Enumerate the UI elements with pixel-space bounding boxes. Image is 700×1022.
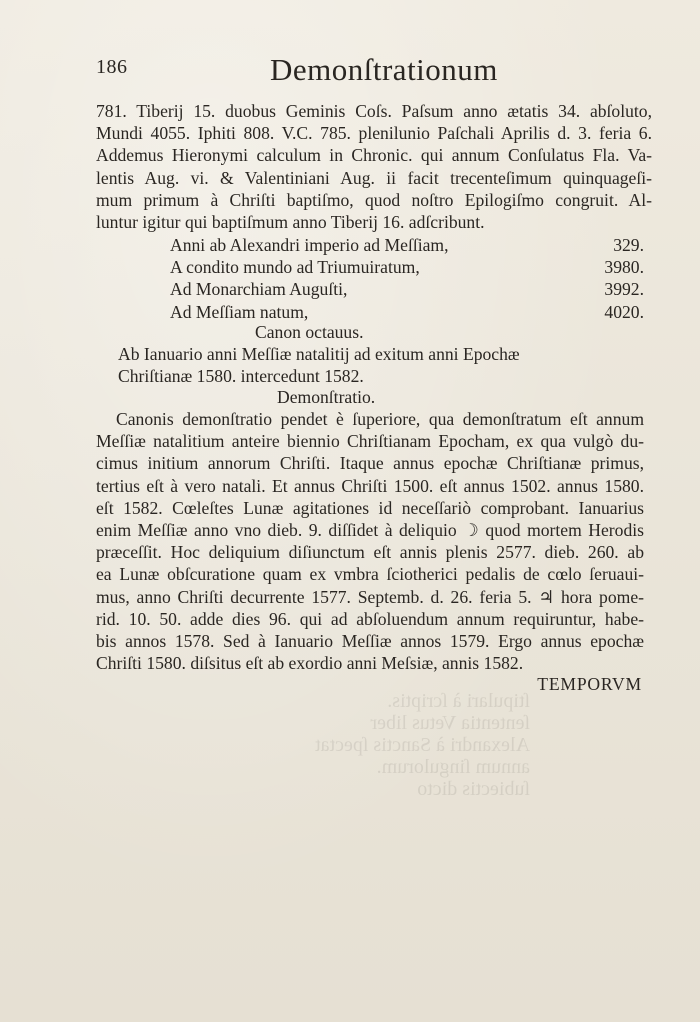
text-line: ea Lunæ obſcuratione quam ex vmbra ſciotherici pedalis de cœlo ſeruaui- <box>96 564 644 585</box>
catchword: TEMPORVM <box>537 674 642 694</box>
years-table <box>170 234 644 323</box>
text-line: bis annos 1578. Sed à Ianuario Meſſiæ annos 1579. Ergo annus epochæ <box>96 631 644 652</box>
table-row <box>170 234 644 256</box>
table-row-value: 3980. <box>604 257 644 278</box>
table-row-value: 4020. <box>604 301 644 322</box>
table-row <box>170 256 644 278</box>
table-row-label: Anni ab Alexandri imperio ad Meſſiam, <box>170 235 449 255</box>
text-line: Meſſiæ natalitium anteire biennio Chriſtianam Epocham, ex qua vulgò du- <box>96 431 644 452</box>
text-line: Canonis demonſtratio pendet è ſuperiore, qua demonſtratum eſt annum <box>116 409 644 429</box>
table-row-value: 329. <box>613 235 644 255</box>
demonstratio-heading: Demonſtratio. <box>277 387 376 407</box>
text-line: Addemus Hieronymi calculum in Chronic. qui annum Conſulatus Fla. Va- <box>96 145 652 166</box>
text-line: eſt 1582. Cœleſtes Lunæ agitationes id neceſſariò comprobant. Ianuarius <box>96 497 644 518</box>
text-line: Chriſtianæ 1580. intercedunt 1582. <box>118 366 364 387</box>
show-through-decoration: ſtipulari à ſcriptis. ſententia Vetus liber Alexandri à Sanctis ſpectat annum ſingulorum. ſubiectis dicto <box>315 690 530 800</box>
page-number: 186 <box>96 56 128 78</box>
text-line: rid. 10. 50. adde dies 96. qui ad abſoluendum annum requiruntur, habe- <box>96 608 644 629</box>
text-line: lentis Aug. vi. & Valentiniani Aug. ii facit trecenteſimum quinquageſi- <box>96 167 652 188</box>
table-row <box>170 278 644 300</box>
page-header <box>96 52 656 92</box>
text-line: luntur igitur qui baptiſmum anno Tiberij 16. adſcribunt. <box>96 212 485 233</box>
text-line: cimus initium annorum Chriſti. Itaque annus epochæ Chriſtianæ primus, <box>96 453 644 474</box>
demonstratio-paragraph <box>96 408 644 674</box>
table-row-value: 3992. <box>604 279 644 300</box>
text-line: 781. Tiberij 15. duobus Geminis Coſs. Paſsum anno ætatis 34. abſoluto, <box>96 101 652 121</box>
text-line: Chriſti 1580. diſsitus eſt ab exordio anni Meſsiæ, annis 1582. <box>96 653 524 674</box>
text-line: mum primum à Chriſti baptiſmo, quod noſtro Epilogiſmo congruit. Al- <box>96 189 652 210</box>
text-line: tertius eſt à vero natali. Et annus Chriſti 1500. eſt annus 1502. annus 1580. <box>96 475 644 496</box>
running-title: Demonſtrationum <box>270 52 498 87</box>
text-line: Ab Ianuario anni Meſſiæ natalitij ad exitum anni Epochæ <box>118 344 520 364</box>
intro-paragraph <box>96 100 652 233</box>
canon-statement <box>118 343 520 387</box>
text-line: præceſſit. Hoc deliquium diſiunctum eſt annis plenis 2577. dieb. 260. ab <box>96 542 644 563</box>
table-row <box>170 301 644 323</box>
table-row-label: Ad Meſſiam natum, <box>170 301 309 322</box>
canon-heading: Canon octauus. <box>255 322 364 342</box>
table-row-label: Ad Monarchiam Auguſti, <box>170 279 348 300</box>
text-line: enim Meſſiæ anno vno dieb. 9. diſſidet à deliquio ☽ quod mortem Herodis <box>96 520 644 541</box>
table-row-label: A condito mundo ad Triumuiratum, <box>170 257 420 278</box>
text-line: Mundi 4055. Iphiti 808. V.C. 785. plenilunio Paſchali Aprilis d. 3. feria 6. <box>96 123 652 144</box>
text-line: mus, anno Chriſti decurrente 1577. Septemb. d. 26. feria 5. ♃ hora pome- <box>96 586 644 607</box>
